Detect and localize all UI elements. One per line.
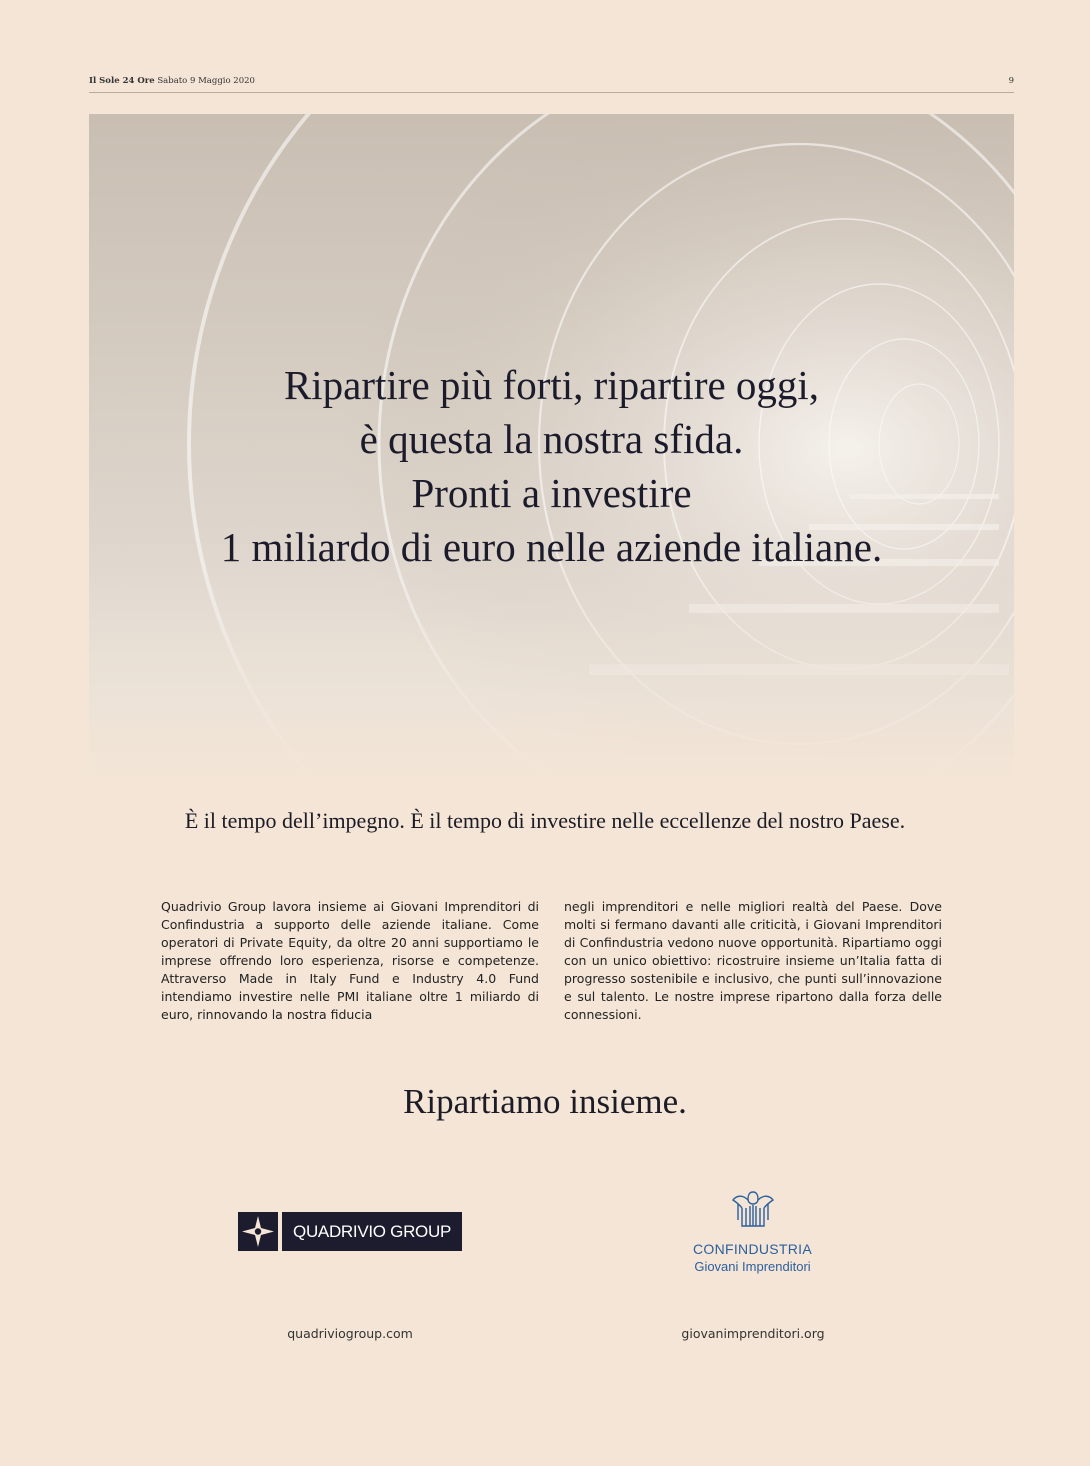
eagle-emblem-icon [730, 1186, 776, 1232]
confindustria-wordmark: CONFINDUSTRIA [692, 1241, 812, 1257]
confindustria-logo [670, 1186, 835, 1274]
giovani-imprenditori-label: Giovani Imprenditori [694, 1259, 811, 1274]
headline-line: Pronti a investire [411, 470, 692, 516]
headline-line: 1 miliardo di euro nelle aziende italiane. [220, 524, 883, 570]
giovani-imprenditori-url[interactable]: giovanimprenditori.org [681, 1326, 825, 1341]
page-number: 9 [1008, 76, 1014, 86]
publication-date: Sabato 9 Maggio 2020 [157, 76, 255, 86]
quadrivio-star-icon [238, 1212, 278, 1251]
masthead [89, 76, 1014, 93]
quadrivio-group-logo [238, 1212, 462, 1251]
newspaper-name: Il Sole 24 Ore [89, 76, 155, 86]
hero-headline [89, 358, 1014, 574]
body-text-left: Quadrivio Group lavora insieme ai Giovani Imprenditori di Confindustria a supporto delle aziende italiane. Come operatori di Private Equity, da oltre 20 anni supportiamo le imprese offrendo loro esperienza, risorse e competenze. Attraverso Made in Italy Fund e Industry 4.0 Fund intendiamo investire nelle PMI italiane oltre 1 miliardo di euro, rinnovando la nostra fiducia [161, 899, 539, 1022]
headline-line: è questa la nostra sfida. [359, 416, 744, 462]
tagline: È il tempo dell’impegno. È il tempo di investire nelle eccellenze del nostro Paese. [184, 808, 906, 833]
hero-image [89, 114, 1014, 784]
body-text-right: negli imprenditori e nelle migliori realtà del Paese. Dove molti si fermano davanti alle criticità, i Giovani Imprenditori di Confindustria vedono nuove opportunità. Ripartiamo oggi con un unico obiettivo: ricostruire insieme un’Italia fatta di progresso sostenibile e inclusivo, che punti sull’innovazione e sul talento. Le nostre imprese ripartono dalla forza delle connessioni. [564, 899, 942, 1022]
quadrivio-group-wordmark: QUADRIVIO GROUP [282, 1212, 462, 1251]
headline-line: Ripartire più forti, ripartire oggi, [283, 362, 820, 408]
closing-slogan: Ripartiamo insieme. [403, 1082, 687, 1121]
quadrivio-url[interactable]: quadriviogroup.com [287, 1326, 413, 1341]
